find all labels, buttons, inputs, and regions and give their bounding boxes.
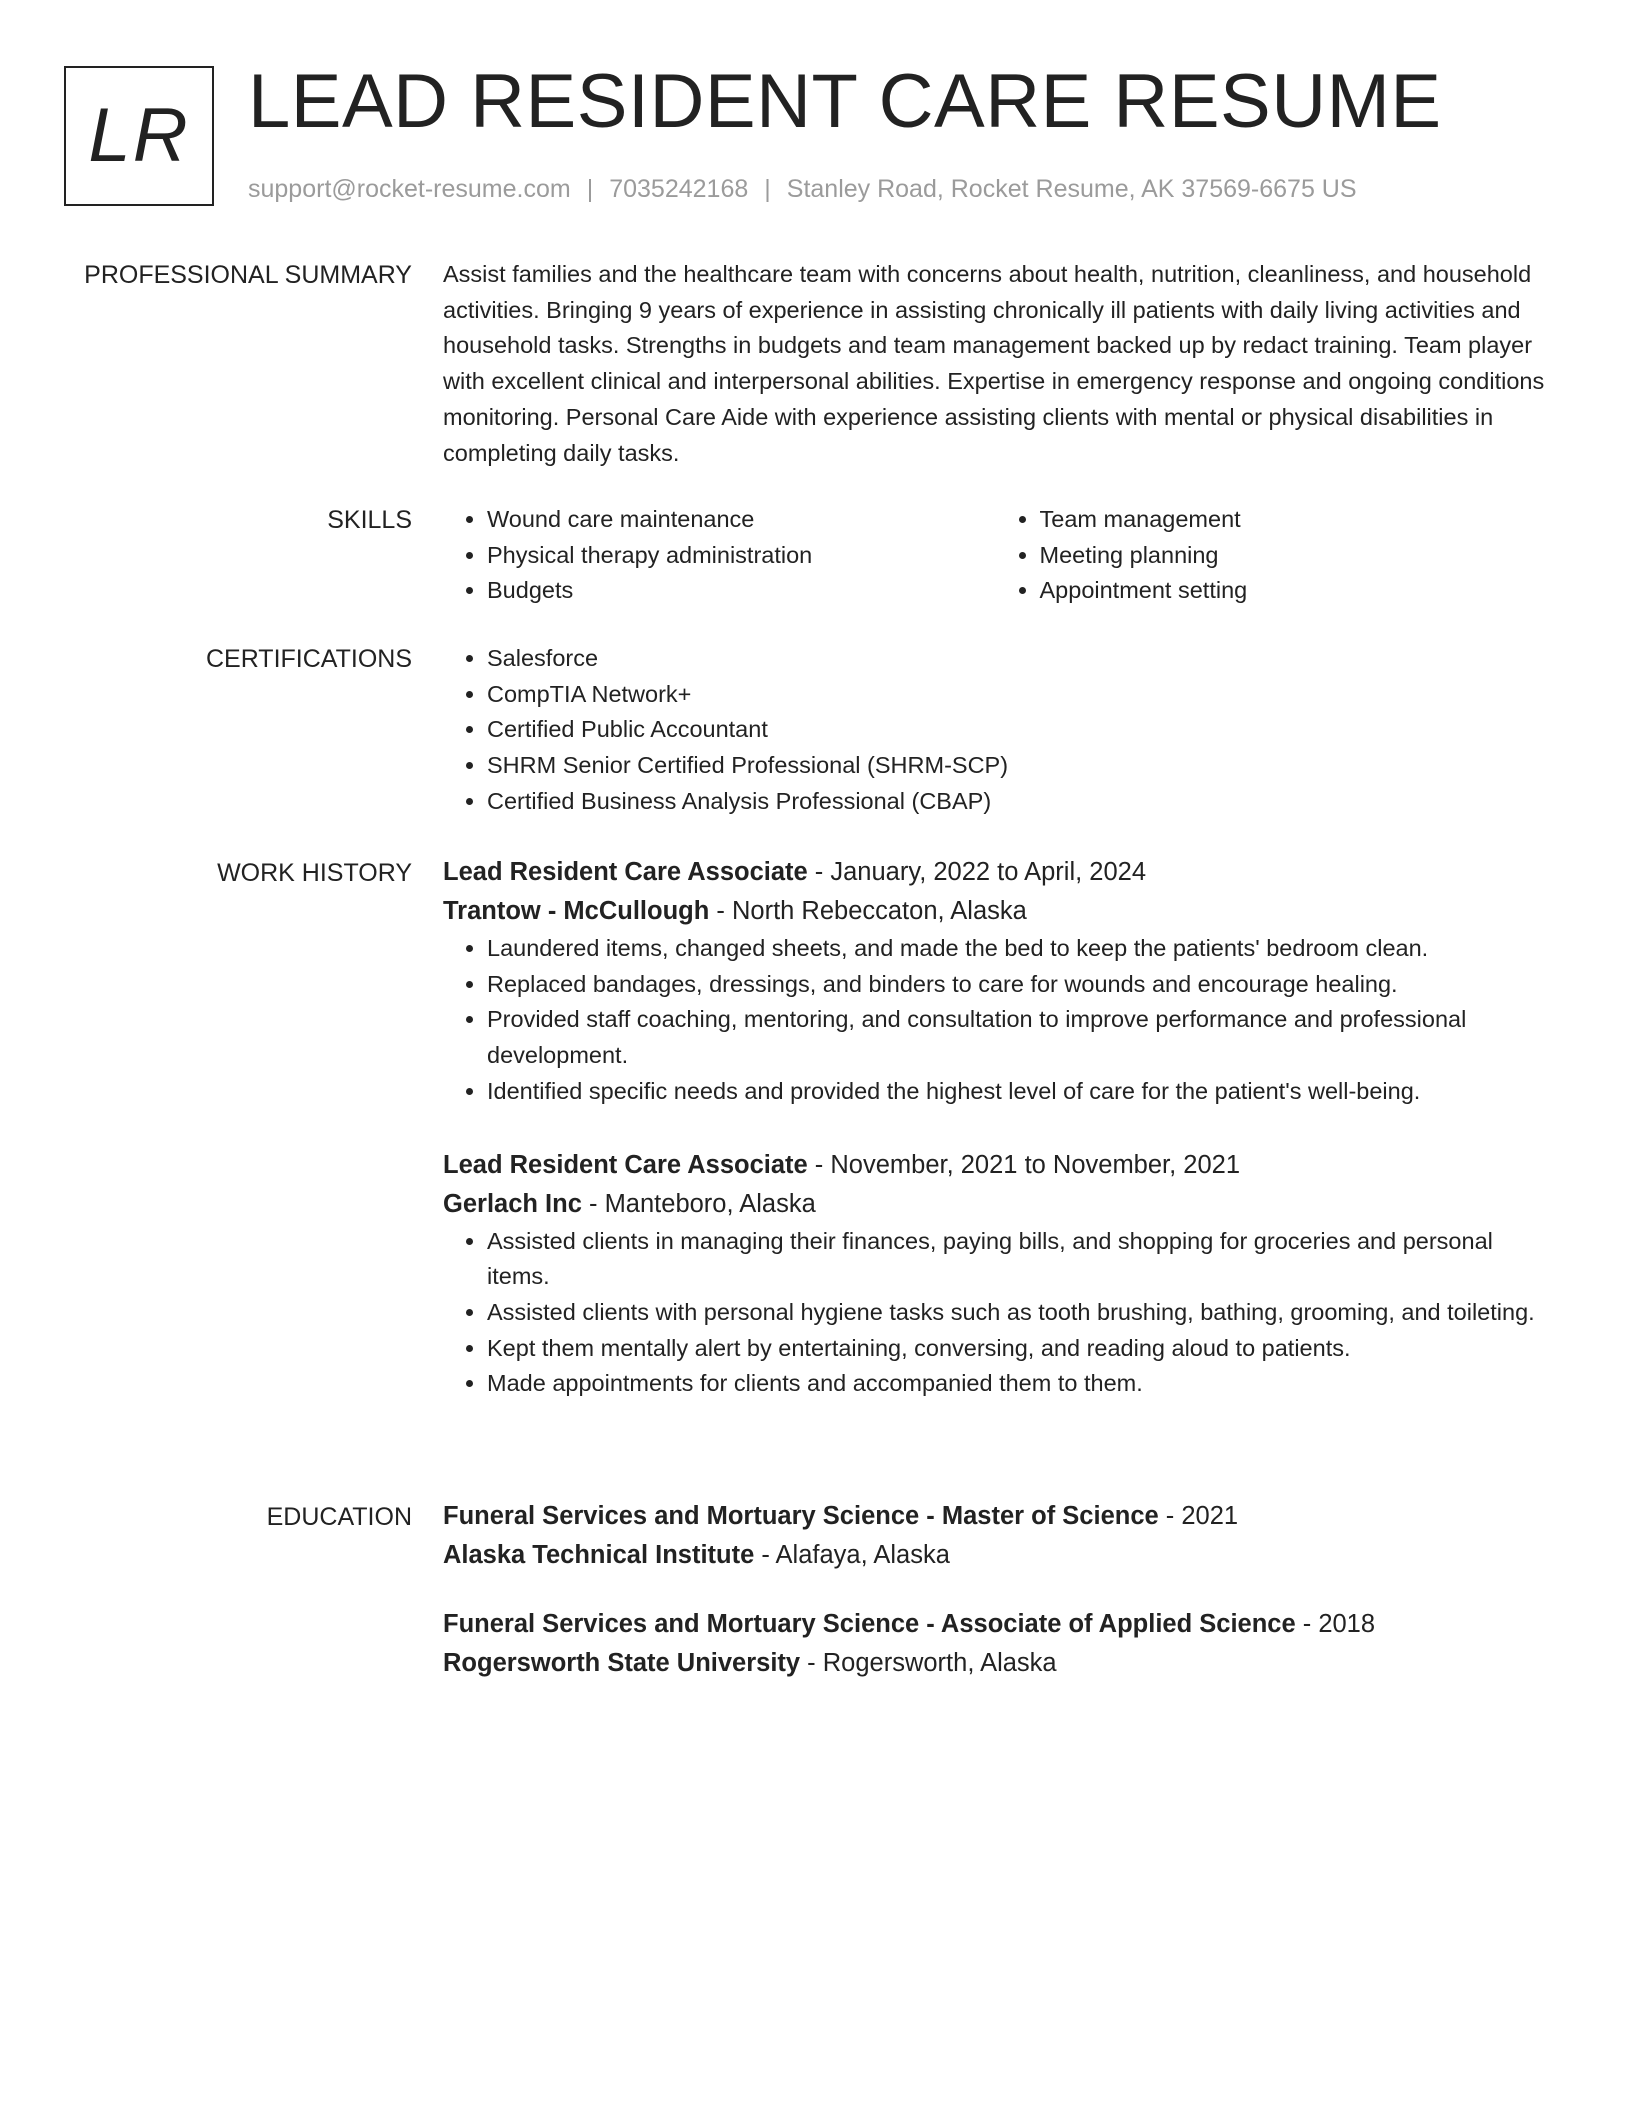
job-duty: • Provided staff coaching, mentoring, and consultation to improve performance and professional development. [487, 1002, 1548, 1073]
job-duty: • Laundered items, changed sheets, and made the bed to keep the patients' bedroom clean. [487, 931, 1548, 967]
degree-year: - 2018 [1295, 1610, 1376, 1638]
job-dates: - November, 2021 to November, 2021 [807, 1150, 1241, 1179]
job-entry [443, 853, 1548, 1110]
degree-name: Funeral Services and Mortuary Science - Master of Science [443, 1502, 1159, 1530]
skill-item: • Wound care maintenance [487, 502, 996, 538]
contact-email[interactable]: support@rocket-resume.com [248, 175, 571, 203]
monogram-box [64, 66, 214, 206]
degree-year: - 2021 [1158, 1502, 1239, 1530]
job-duty: • Assisted clients with personal hygiene tasks such as tooth brushing, bathing, grooming, and toileting. [487, 1295, 1548, 1331]
skill-item: • Physical therapy administration [487, 538, 996, 574]
section-label-certifications: CERTIFICATIONS [205, 645, 412, 673]
job-duty: • Identified specific needs and provided the highest level of care for the patient's well-being. [487, 1074, 1548, 1110]
work-history-section [443, 853, 1548, 1402]
summary-section [443, 257, 1548, 471]
certification-item: • CompTIA Network+ [487, 677, 1548, 713]
certifications-list [443, 641, 1548, 820]
contact-separator: | [586, 175, 594, 203]
job-company: Trantow - McCullough [443, 897, 710, 925]
school-line [443, 1536, 1548, 1575]
degree-line [443, 1605, 1548, 1644]
job-company: Gerlach Inc [443, 1189, 582, 1218]
certification-item: • Salesforce [487, 641, 1548, 677]
job-title: Lead Resident Care Associate [443, 1150, 808, 1179]
education-entry [443, 1497, 1548, 1575]
entry-spacer [443, 1110, 1548, 1146]
certification-item: • Certified Public Accountant [487, 712, 1548, 748]
contact-separator: | [764, 175, 771, 203]
school-location: - Alafaya, Alaska [754, 1541, 950, 1569]
skill-item: • Team management [1040, 502, 1549, 538]
section-label-summary: PROFESSIONAL SUMMARY [84, 261, 412, 289]
skill-item: • Budgets [487, 573, 996, 609]
contact-address: Stanley Road, Rocket Resume, AK 37569-6675 US [786, 175, 1357, 203]
job-company-line [443, 892, 1548, 931]
contact-line [248, 172, 1357, 206]
job-location: - Manteboro, Alaska [581, 1189, 816, 1218]
job-dates: - January, 2022 to April, 2024 [807, 858, 1147, 886]
school-location: - Rogersworth, Alaska [800, 1649, 1057, 1677]
job-entry [443, 1146, 1548, 1403]
section-label-skills: SKILLS [327, 506, 412, 534]
skills-section [443, 502, 1548, 609]
education-section [443, 1497, 1548, 1683]
job-duties-list [443, 931, 1548, 1110]
degree-name: Funeral Services and Mortuary Science - Associate of Applied Science [443, 1610, 1296, 1638]
certification-item: • Certified Business Analysis Professional (CBAP) [487, 784, 1548, 820]
education-entry [443, 1605, 1548, 1683]
job-duty: • Replaced bandages, dressings, and binders to care for wounds and encourage healing. [487, 967, 1548, 1003]
job-location: - North Rebeccaton, Alaska [709, 897, 1027, 925]
job-duty: • Assisted clients in managing their finances, paying bills, and shopping for groceries and personal items. [487, 1224, 1548, 1295]
section-label-work-history: WORK HISTORY [217, 859, 412, 887]
skills-list-right [996, 502, 1549, 609]
job-duty: • Kept them mentally alert by entertaining, conversing, and reading aloud to patients. [487, 1331, 1548, 1367]
resume-title: LEAD RESIDENT CARE RESUME [248, 59, 1442, 144]
skills-list-left [443, 502, 996, 609]
job-title-line [443, 853, 1548, 892]
job-title: Lead Resident Care Associate [443, 858, 808, 886]
skill-item: • Meeting planning [1040, 538, 1549, 574]
job-title-line [443, 1146, 1548, 1185]
skill-item: • Appointment setting [1040, 573, 1549, 609]
job-duties-list [443, 1224, 1548, 1403]
job-duty: • Made appointments for clients and accompanied them to them. [487, 1366, 1548, 1402]
certification-item: • SHRM Senior Certified Professional (SHRM-SCP) [487, 748, 1548, 784]
certifications-section [443, 641, 1548, 820]
summary-text: Assist families and the healthcare team with concerns about health, nutrition, cleanliness, and household activities. Bringing 9 years of experience in assisting chronically ill patients with daily living activities and household tasks. Strengths in budgets and team management backed up by redact training. Team player with excellent clinical and interpersonal abilities. Expertise in emergency response and ongoing conditions monitoring. Personal Care Aide with experience assisting clients with mental or physical disabilities in completing daily tasks. [443, 261, 1545, 466]
degree-line [443, 1497, 1548, 1536]
job-company-line [443, 1185, 1548, 1224]
school-line [443, 1644, 1548, 1683]
monogram-initials: LR [88, 93, 190, 178]
school-name: Rogersworth State University [443, 1649, 801, 1677]
contact-phone[interactable]: 7035242168 [609, 175, 749, 203]
section-label-education: EDUCATION [266, 1503, 412, 1531]
school-name: Alaska Technical Institute [443, 1541, 755, 1569]
entry-spacer [443, 1575, 1548, 1605]
